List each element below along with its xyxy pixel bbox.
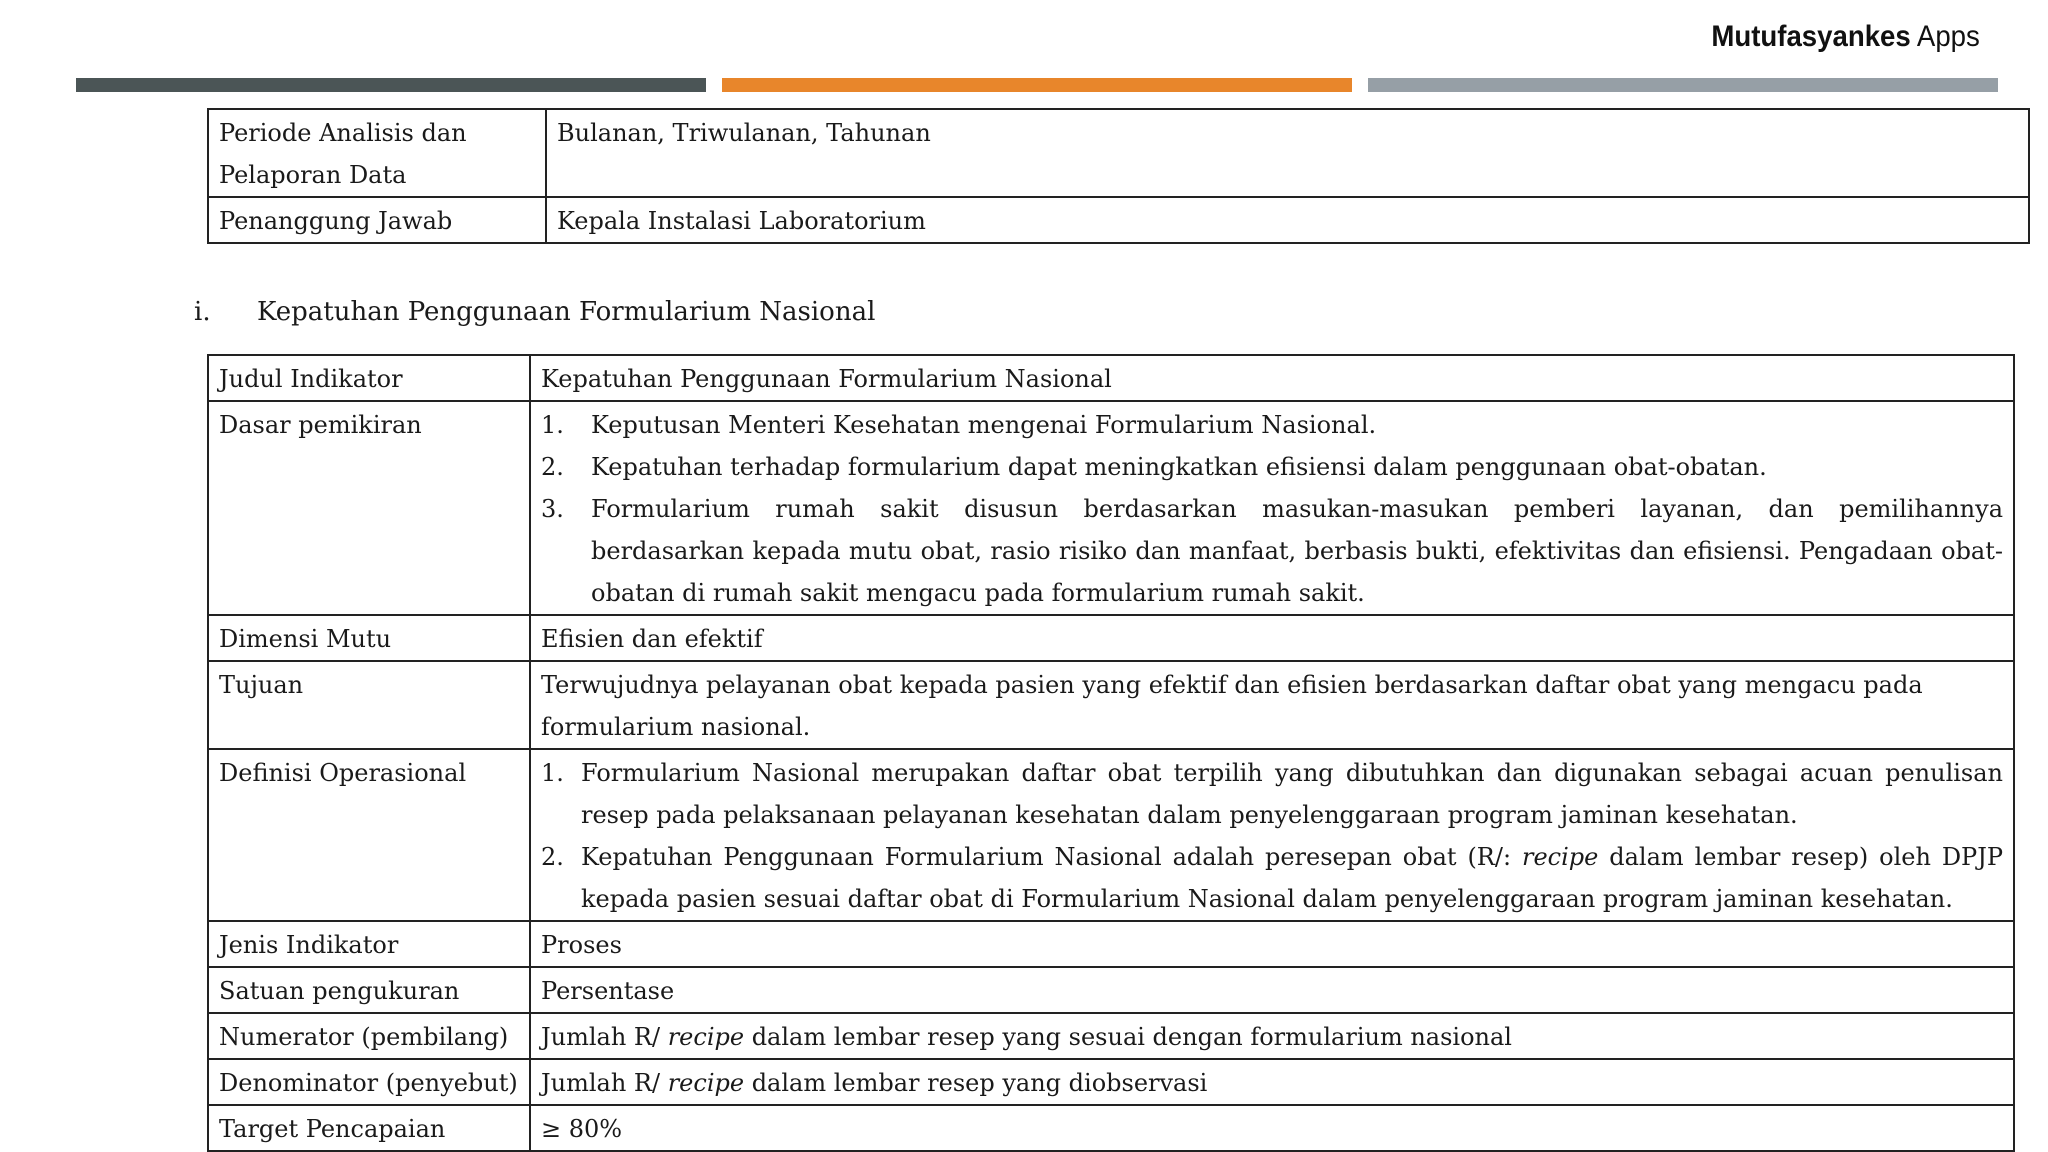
dasar-list — [541, 404, 2003, 614]
top-table — [207, 108, 2030, 244]
row-label: Tujuan — [208, 661, 530, 749]
text-part: dalam lembar resep yang diobservasi — [744, 1069, 1208, 1097]
table-row — [208, 355, 2014, 401]
table-row — [208, 615, 2014, 661]
list-number: 1. — [541, 411, 564, 439]
section-title: Kepatuhan Penggunaan Formularium Nasional — [257, 297, 876, 327]
section-number: i. — [194, 297, 211, 327]
row-value — [530, 749, 2014, 921]
row-value — [530, 1013, 2014, 1059]
table-row — [208, 661, 2014, 749]
row-value: Persentase — [530, 967, 2014, 1013]
list-text: Kepatuhan terhadap formularium dapat meningkatkan efisiensi dalam penggunaan obat-obatan. — [591, 453, 1767, 481]
row-label: Penanggung Jawab — [208, 197, 546, 243]
italic-term: recipe — [667, 1023, 745, 1051]
row-value: Terwujudnya pelayanan obat kepada pasien yang efektif dan efisien berdasarkan daftar obat yang mengacu pada formularium nasional. — [530, 661, 2014, 749]
text-part: Kepatuhan Penggunaan Formularium Nasional adalah peresepan obat (R/: — [581, 843, 1522, 871]
row-label: Jenis Indikator — [208, 921, 530, 967]
row-label: Satuan pengukuran — [208, 967, 530, 1013]
table-row — [208, 401, 2014, 615]
table-row — [208, 749, 2014, 921]
header-bar-dark — [76, 78, 706, 92]
list-number: 2. — [541, 453, 564, 481]
row-label: Denominator (penyebut) — [208, 1059, 530, 1105]
row-value: Bulanan, Triwulanan, Tahunan — [546, 109, 2029, 197]
section-heading — [194, 292, 875, 332]
row-value: ≥ 80% — [530, 1105, 2014, 1151]
table-row — [208, 921, 2014, 967]
list-item — [541, 446, 2003, 488]
list-text: Formularium rumah sakit disusun berdasarkan masukan-masukan pemberi layanan, dan pemilihannya berdasarkan kepada mutu obat, rasio risiko dan manfaat, berbasis bukti, efektivitas dan efisiensi. Pengadaan obat-obatan di rumah sakit mengacu pada formularium rumah sakit. — [591, 495, 2003, 607]
list-text: Keputusan Menteri Kesehatan mengenai Formularium Nasional. — [591, 411, 1377, 439]
list-item — [541, 836, 2003, 920]
row-value: Kepatuhan Penggunaan Formularium Nasional — [530, 355, 2014, 401]
brand-name: Mutufasyankes — [1711, 20, 1911, 53]
row-label: Dasar pemikiran — [208, 401, 530, 615]
table-row — [208, 967, 2014, 1013]
row-label: Dimensi Mutu — [208, 615, 530, 661]
text-part: dalam lembar resep) oleh DPJP kepada pasien sesuai daftar obat di Formularium Nasional dalam penyelenggaraan program jaminan kesehatan. — [581, 843, 2003, 913]
row-label: Numerator (pembilang) — [208, 1013, 530, 1059]
header-bar-orange — [722, 78, 1352, 92]
definisi-list — [541, 752, 2003, 920]
list-item — [541, 752, 2003, 836]
row-value — [530, 401, 2014, 615]
table-row — [208, 1105, 2014, 1151]
row-label: Judul Indikator — [208, 355, 530, 401]
indicator-table — [207, 354, 2015, 1152]
header-bar-gray — [1368, 78, 1998, 92]
list-text — [581, 836, 2003, 920]
text-part: Jumlah R/ — [541, 1023, 668, 1051]
row-label: Definisi Operasional — [208, 749, 530, 921]
list-number: 3. — [541, 495, 564, 523]
list-item — [541, 404, 2003, 446]
text-part: Jumlah R/ — [541, 1069, 668, 1097]
table-row — [208, 1059, 2014, 1105]
table-row — [208, 109, 2029, 197]
list-number: 2. — [541, 843, 564, 871]
row-value — [530, 1059, 2014, 1105]
table-row — [208, 197, 2029, 243]
italic-term: recipe — [667, 1069, 745, 1097]
list-number: 1. — [541, 759, 564, 787]
row-label: Target Pencapaian — [208, 1105, 530, 1151]
row-value: Kepala Instalasi Laboratorium — [546, 197, 2029, 243]
brand-suffix: Apps — [1917, 20, 1980, 53]
list-item — [541, 488, 2003, 614]
brand-logo — [1712, 20, 1980, 54]
text-part: dalam lembar resep yang sesuai dengan formularium nasional — [744, 1023, 1512, 1051]
italic-term: recipe — [1521, 843, 1599, 871]
row-value: Proses — [530, 921, 2014, 967]
table-row — [208, 1013, 2014, 1059]
row-label: Periode Analisis dan Pelaporan Data — [208, 109, 546, 197]
list-text: Formularium Nasional merupakan daftar obat terpilih yang dibutuhkan dan digunakan sebagai acuan penulisan resep pada pelaksanaan pelayanan kesehatan dalam penyelenggaraan program jaminan kesehatan. — [581, 759, 2003, 829]
row-value: Efisien dan efektif — [530, 615, 2014, 661]
